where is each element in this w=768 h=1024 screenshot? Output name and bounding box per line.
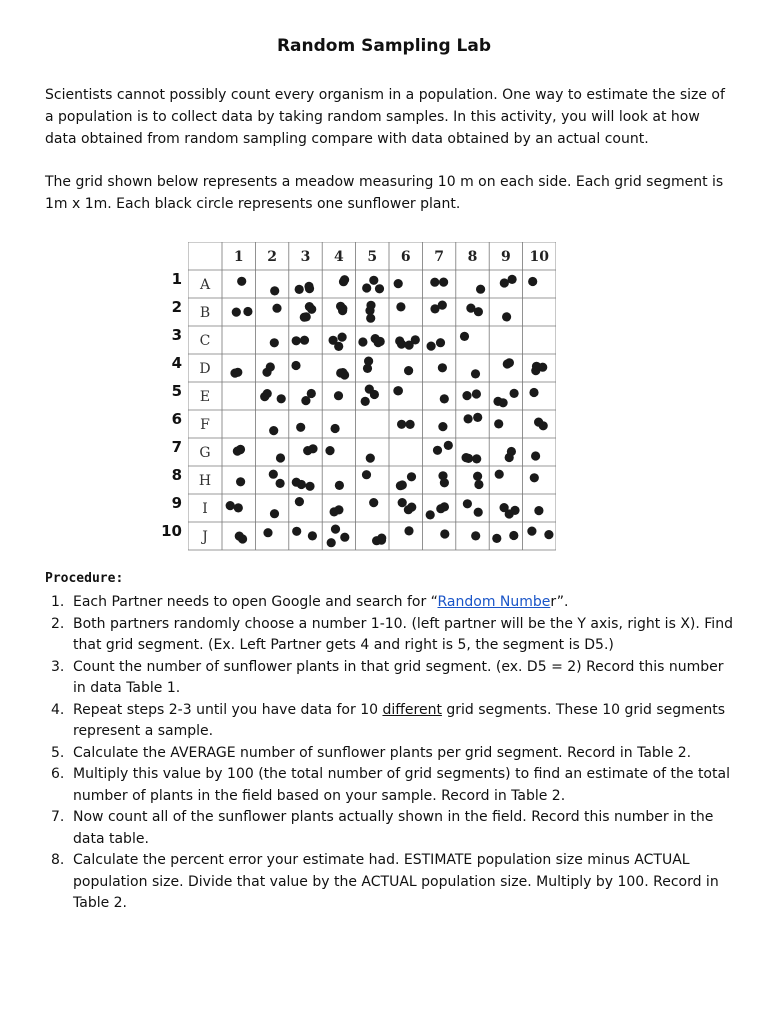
sunflower-dot xyxy=(276,479,285,488)
sunflower-dot xyxy=(232,308,241,317)
procedure-heading: Procedure: xyxy=(45,571,124,586)
row-letter: B xyxy=(199,305,211,321)
sunflower-dot xyxy=(438,363,447,372)
sunflower-dot xyxy=(495,470,504,479)
column-header: 9 xyxy=(501,249,511,265)
sunflower-dot xyxy=(305,482,314,491)
sunflower-dot xyxy=(272,304,281,313)
sunflower-dot xyxy=(307,389,316,398)
sunflower-dot xyxy=(396,302,405,311)
sunflower-dot xyxy=(270,509,279,518)
row-number: 2 xyxy=(171,298,182,316)
sunflower-dot xyxy=(438,422,447,431)
sunflower-dot xyxy=(334,505,343,514)
sunflower-dot xyxy=(331,424,340,433)
underlined-word: different xyxy=(382,701,442,718)
sunflower-dot xyxy=(460,332,469,341)
row-number: 9 xyxy=(171,494,182,512)
column-header: 4 xyxy=(334,249,344,265)
row-letter: G xyxy=(199,445,211,461)
sunflower-dot xyxy=(440,529,449,538)
sunflower-dot xyxy=(430,304,439,313)
meadow-grid xyxy=(188,242,556,558)
column-header: 6 xyxy=(400,249,411,265)
row-number: 8 xyxy=(171,466,182,484)
procedure-step xyxy=(45,743,735,765)
step-text: Repeat steps 2-3 until you have data for 10 xyxy=(73,701,383,718)
row-number: 6 xyxy=(171,410,182,428)
sunflower-dot xyxy=(407,472,416,481)
sunflower-dot xyxy=(292,527,301,536)
sunflower-dot xyxy=(269,470,278,479)
row-letter: I xyxy=(202,501,208,517)
sunflower-dot xyxy=(260,392,269,401)
sunflower-dot xyxy=(492,534,501,543)
row-number: 1 xyxy=(171,270,182,288)
step-text: Calculate the AVERAGE number of sunflower plants per grid segment. Record in Table 2. xyxy=(73,744,692,761)
sunflower-dot xyxy=(331,525,340,534)
sunflower-dot xyxy=(509,531,518,540)
step-number: 6. xyxy=(51,766,65,782)
sunflower-dot xyxy=(405,341,414,350)
intro-paragraph: Scientists cannot possibly count every organism in a population. One way to estimate the size of a population is to collect data by taking random samples. In this activity, you will look at how data obtained from random sampling compare with data obtained by an actual count. xyxy=(45,87,725,147)
step-text: Count the number of sunflower plants in that grid segment. (ex. D5 = 2) Record this number in data Table 1. xyxy=(73,658,724,696)
sunflower-dot xyxy=(366,454,375,463)
step-text: r”. xyxy=(550,594,569,610)
sunflower-dot xyxy=(440,394,449,403)
column-header: 1 xyxy=(233,249,244,265)
step-number: 5. xyxy=(51,744,65,761)
sunflower-dot xyxy=(263,528,272,537)
column-header: 5 xyxy=(367,249,378,265)
sunflower-dot xyxy=(266,362,275,371)
sunflower-dot xyxy=(269,426,278,435)
sunflower-dot xyxy=(499,398,508,407)
step-number: 4. xyxy=(51,701,65,718)
sunflower-dot xyxy=(340,275,349,284)
sunflower-dot xyxy=(510,506,519,515)
sunflower-dot xyxy=(474,480,483,489)
column-header: 10 xyxy=(529,249,550,265)
step-number: 7. xyxy=(51,809,65,825)
page-title: Random Sampling Lab xyxy=(276,36,492,56)
sunflower-dot xyxy=(369,276,378,285)
sunflower-dot xyxy=(295,497,304,506)
sunflower-dot xyxy=(340,533,349,542)
sunflower-dot xyxy=(500,503,509,512)
sunflower-dot xyxy=(473,413,482,422)
row-letter: J xyxy=(202,529,208,545)
sunflower-dot xyxy=(474,508,483,517)
row-number: 10 xyxy=(161,522,182,540)
row-letter: D xyxy=(199,361,211,377)
sunflower-dot xyxy=(463,499,472,508)
step-number: 3. xyxy=(51,658,65,675)
sunflower-dot xyxy=(296,423,305,432)
sunflower-dot xyxy=(397,420,406,429)
row-number: 7 xyxy=(171,438,182,456)
sunflower-dot xyxy=(230,369,239,378)
sunflower-dot xyxy=(406,420,415,429)
sunflower-dot xyxy=(237,277,246,286)
sunflower-dot xyxy=(529,388,538,397)
sunflower-dot xyxy=(508,275,517,284)
sunflower-dot xyxy=(300,336,309,345)
sunflower-dot xyxy=(297,480,306,489)
procedure-step xyxy=(45,657,735,700)
sunflower-dot xyxy=(308,444,317,453)
sunflower-dot xyxy=(238,534,247,543)
step-text: Calculate the percent error your estimate had. ESTIMATE population size minus ACTUAL population size. Divide that value by the ACTUAL population size. Multiply by 100. Record in Table 2. xyxy=(73,852,719,911)
sunflower-dot xyxy=(336,368,345,377)
sunflower-dot xyxy=(440,502,449,511)
sunflower-dot xyxy=(366,301,375,310)
sunflower-dot xyxy=(375,284,384,293)
sunflower-dot xyxy=(531,451,540,460)
sunflower-dot xyxy=(226,501,235,510)
column-header: 3 xyxy=(300,249,311,265)
sunflower-dot xyxy=(530,473,539,482)
sunflower-dot xyxy=(338,333,347,342)
sunflower-dot xyxy=(361,397,370,406)
sunflower-dot xyxy=(362,283,371,292)
sunflower-dot xyxy=(292,336,301,345)
sunflower-dot xyxy=(476,285,485,294)
sunflower-dot xyxy=(334,391,343,400)
sunflower-dot xyxy=(464,454,473,463)
row-letter: F xyxy=(200,417,210,433)
procedure-steps xyxy=(45,592,735,915)
sunflower-dot xyxy=(539,421,548,430)
sunflower-dot xyxy=(503,359,512,368)
procedure-step xyxy=(45,764,735,807)
sunflower-dot xyxy=(374,338,383,347)
sunflower-dot xyxy=(404,505,413,514)
row-letter: H xyxy=(198,473,212,489)
sunflower-dot xyxy=(494,419,503,428)
sunflower-dot xyxy=(329,336,338,345)
sunflower-dot xyxy=(236,477,245,486)
sunflower-dot xyxy=(295,285,304,294)
sunflower-dot xyxy=(426,510,435,519)
sunflower-dot xyxy=(366,314,375,323)
row-number: 4 xyxy=(171,354,182,372)
sunflower-dot xyxy=(436,338,445,347)
sunflower-dot xyxy=(474,307,483,316)
sunflower-dot xyxy=(305,302,314,311)
procedure-step xyxy=(45,807,735,850)
sunflower-dot xyxy=(358,337,367,346)
sunflower-dot xyxy=(370,390,379,399)
procedure-step xyxy=(45,700,735,743)
sunflower-dot xyxy=(404,526,413,535)
sunflower-dot xyxy=(471,531,480,540)
procedure-step xyxy=(45,850,735,915)
sunflower-dot xyxy=(471,369,480,378)
step-number: 8. xyxy=(51,852,65,868)
sunflower-dot xyxy=(276,453,285,462)
sunflower-dot xyxy=(394,386,403,395)
sunflower-dot xyxy=(438,471,447,480)
sunflower-dot xyxy=(369,498,378,507)
sunflower-dot xyxy=(472,389,481,398)
step-text: Now count all of the sunflower plants actually shown in the field. Record this number in the data table. xyxy=(73,809,714,847)
row-number: 3 xyxy=(171,326,182,344)
step-text: grid segments. These 10 grid segments represent a sample. xyxy=(73,701,726,739)
sunflower-dot xyxy=(398,480,407,489)
sunflower-dot xyxy=(270,286,279,295)
step-text: Both partners randomly choose a number 1-10. (left partner will be the Y axis, right is X). Find that grid segment. (Ex. Left Partner gets 4 and right is 5, the segment is D5.) xyxy=(73,615,733,653)
sunflower-dot xyxy=(305,284,314,293)
random-number-link[interactable]: Random Numbe xyxy=(437,594,551,610)
sunflower-dot xyxy=(335,481,344,490)
sunflower-dot xyxy=(472,454,481,463)
sunflower-dot xyxy=(363,364,372,373)
column-header: 7 xyxy=(434,249,444,265)
sunflower-dot xyxy=(430,278,439,287)
step-number: 2. xyxy=(51,615,65,632)
sunflower-dot xyxy=(532,362,541,371)
sunflower-dot xyxy=(544,530,553,539)
sunflower-dot xyxy=(433,446,442,455)
sunflower-dot xyxy=(473,472,482,481)
sunflower-dot xyxy=(308,531,317,540)
sunflower-dot xyxy=(236,445,245,454)
row-letter: E xyxy=(199,389,211,405)
procedure-step xyxy=(45,592,735,614)
step-text: Multiply this value by 100 (the total number of grid segments) to find an estimate of the total number of plants in the field based on your sample. Record in Table 2. xyxy=(73,766,730,804)
row-letter: C xyxy=(199,333,211,349)
sunflower-dot xyxy=(505,453,514,462)
sunflower-dot xyxy=(277,394,286,403)
sunflower-dot xyxy=(527,527,536,536)
sunflower-dot xyxy=(243,307,252,316)
sunflower-dot xyxy=(395,336,404,345)
sunflower-dot xyxy=(427,342,436,351)
procedure-step xyxy=(45,614,735,657)
sunflower-dot xyxy=(462,391,471,400)
column-header: 8 xyxy=(467,249,478,265)
sunflower-dot xyxy=(444,441,453,450)
step-number: 1. xyxy=(51,594,65,610)
row-number: 5 xyxy=(171,382,182,400)
sunflower-dot xyxy=(302,312,311,321)
row-letter: A xyxy=(199,277,211,293)
sunflower-dot xyxy=(327,538,336,547)
sunflower-dot xyxy=(291,361,300,370)
sunflower-dot xyxy=(439,278,448,287)
sunflower-dot xyxy=(338,304,347,313)
sunflower-dot xyxy=(464,414,473,423)
sunflower-dot xyxy=(270,338,279,347)
sunflower-dot xyxy=(534,506,543,515)
sunflower-dot xyxy=(502,312,511,321)
grid-description: The grid shown below represents a meadow measuring 10 m on each side. Each grid segment is 1m x 1m. Each black circle represents one sunflower plant. xyxy=(45,174,724,212)
sunflower-dot xyxy=(362,470,371,479)
sunflower-dot xyxy=(404,366,413,375)
sunflower-dot xyxy=(377,534,386,543)
sunflower-dot xyxy=(394,279,403,288)
sunflower-dot xyxy=(510,389,519,398)
sunflower-dot xyxy=(325,446,334,455)
step-text: Each Partner needs to open Google and search for “ xyxy=(73,594,438,610)
column-header: 2 xyxy=(267,249,277,265)
sunflower-dot xyxy=(528,277,537,286)
sunflower-dot xyxy=(234,503,243,512)
sunflower-dot xyxy=(398,498,407,507)
